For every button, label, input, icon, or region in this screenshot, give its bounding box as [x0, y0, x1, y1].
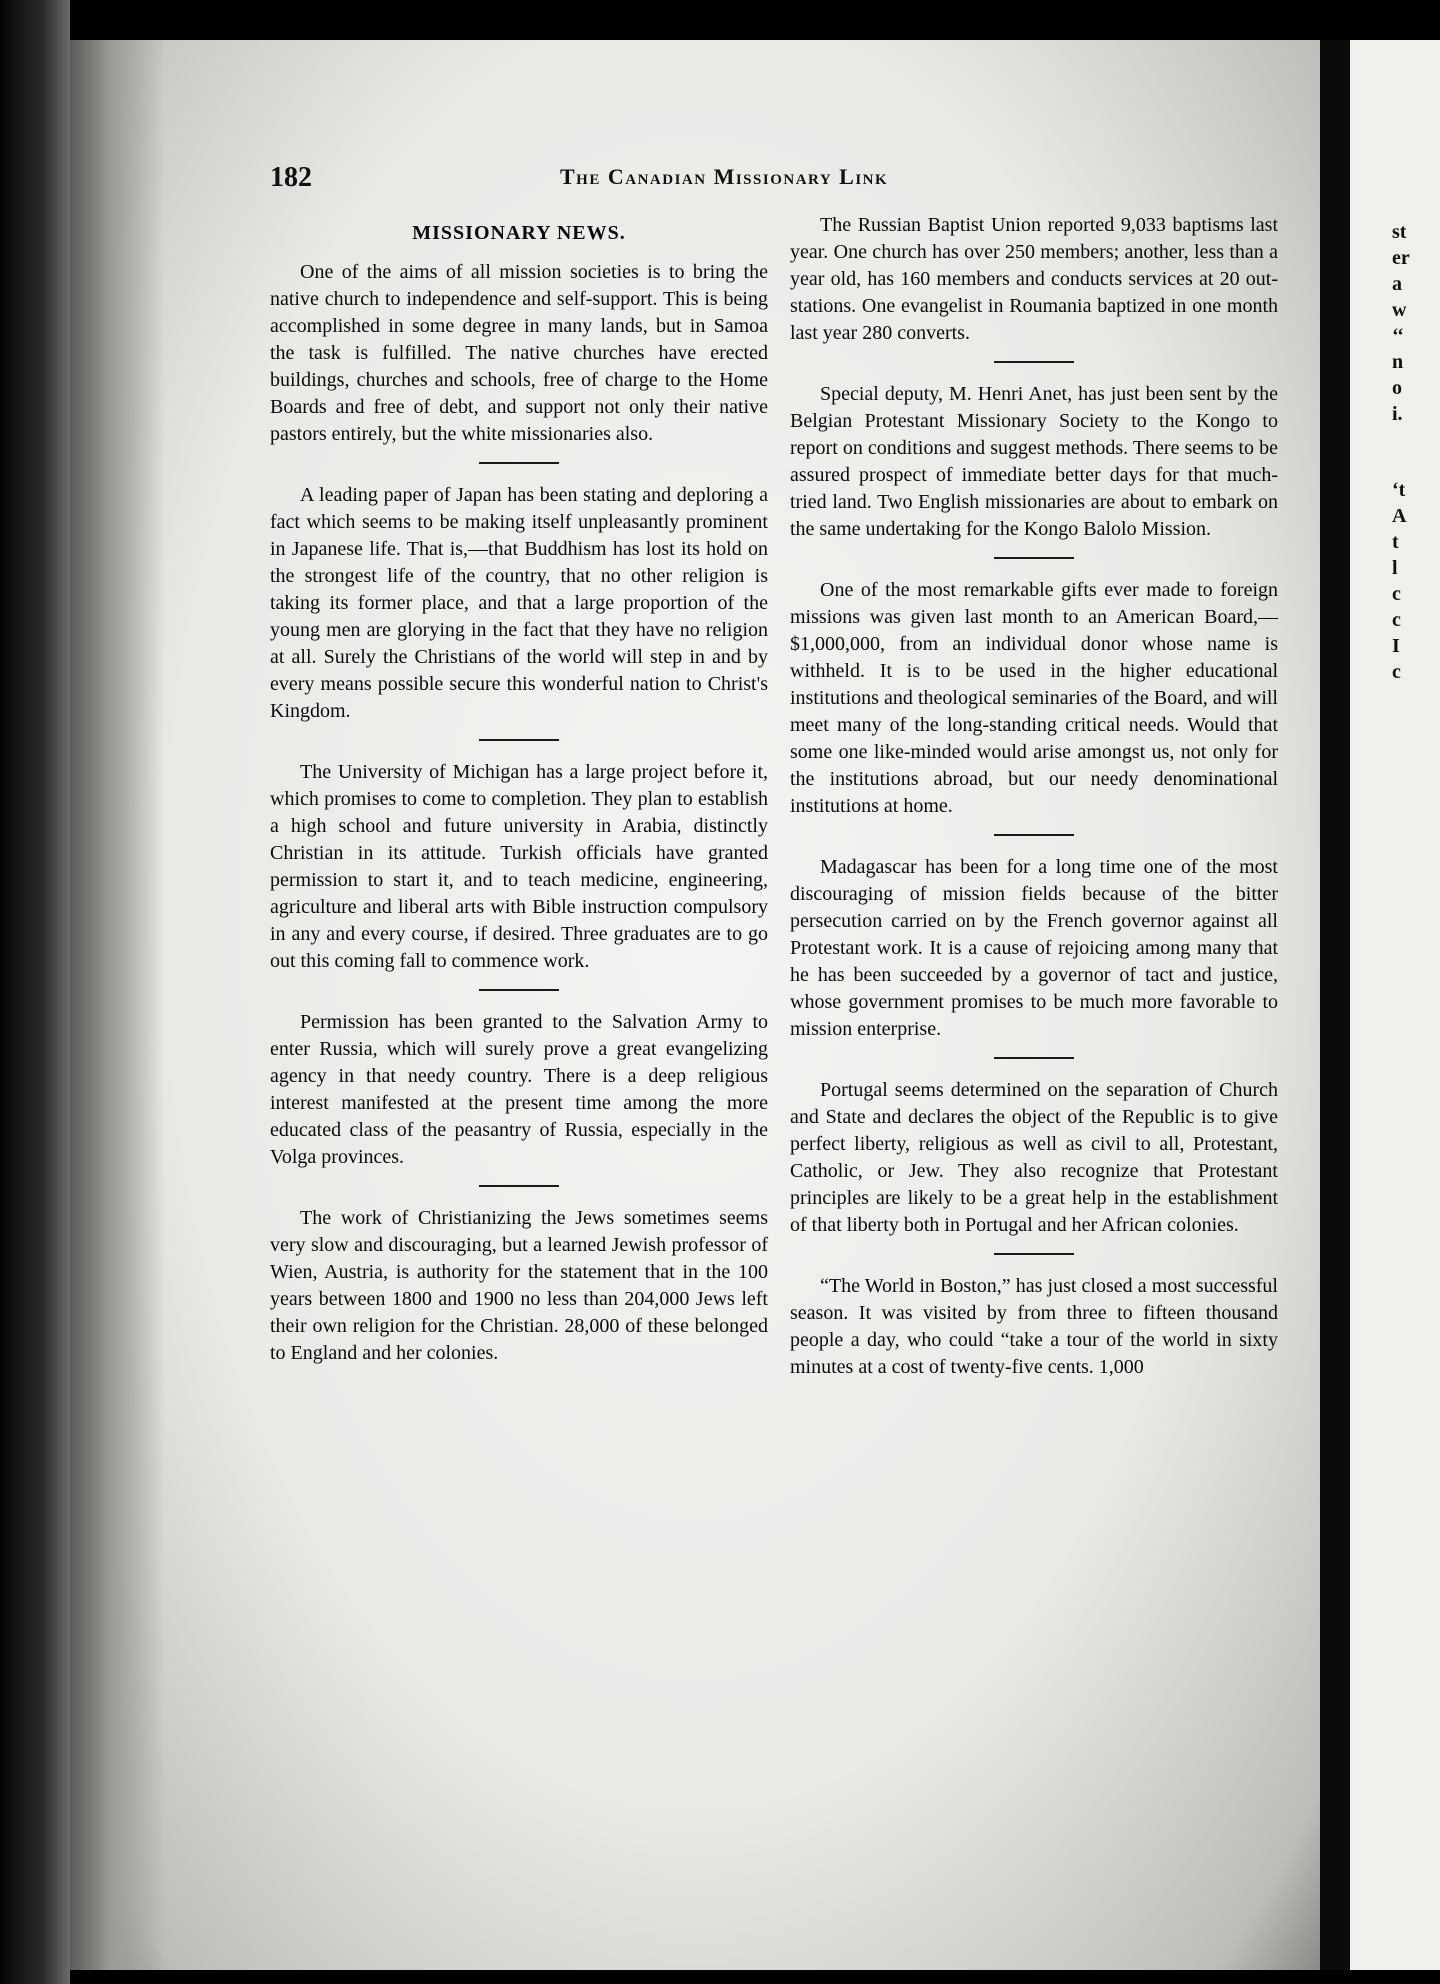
- facing-page-fragment: ‘t: [1392, 479, 1406, 501]
- divider-rule: [479, 739, 559, 741]
- facing-page-fragment: w: [1392, 299, 1407, 321]
- divider-rule: [994, 1057, 1074, 1059]
- facing-page-fragment: er: [1392, 247, 1410, 269]
- divider-rule: [994, 834, 1074, 836]
- facing-page-fragment: i.: [1392, 403, 1403, 425]
- facing-page-fragment: A: [1392, 505, 1407, 527]
- news-item-kongo: Special deputy, M. Henri Anet, has just been sent by the Belgian Protestant Missionary Society to the Kongo to report on conditions and suggest methods. There seems to be assured prospect of immediate better days for that much-tried land. Two English missionaries are about to embark on the same undertaking for the Kongo Balolo Mission.: [790, 383, 1278, 540]
- news-item-portugal: Portugal seems determined on the separation of Church and State and declares the object of the Republic is to give perfect liberty, religious as well as civil to all, Protestant, Catholic, or Jew. They also recognize that Protestant principles are likely to be a great help in the establishment of that liberty both in Portugal and her African colonies.: [790, 1079, 1278, 1236]
- facing-page-fragment: ‘‘: [1392, 325, 1404, 347]
- divider-rule: [994, 557, 1074, 559]
- divider-rule: [479, 462, 559, 464]
- facing-page-fragment: st: [1392, 221, 1407, 243]
- facing-page-fragment: I: [1392, 635, 1400, 657]
- divider-rule: [479, 989, 559, 991]
- divider-rule: [994, 1253, 1074, 1255]
- facing-page-fragment: n: [1392, 351, 1404, 373]
- section-title: MISSIONARY NEWS.: [412, 222, 626, 244]
- news-item-madagascar: Madagascar has been for a long time one of the most discouraging of mission fields because of the bitter persecution carried on by the French governor against all Protestant work. It is a cause of rejoicing among many that he has been succeeded by a governor of tact and justice, whose government promises to be much more favorable to mission enterprise.: [790, 856, 1278, 1040]
- facing-page-edge: [1350, 40, 1440, 1970]
- facing-page-fragment: a: [1392, 273, 1402, 295]
- left-column: [270, 212, 768, 1367]
- divider-rule: [479, 1185, 559, 1187]
- news-item-american-board-gift: One of the most remarkable gifts ever made to foreign missions was given last month to an American Board,—$1,000,000, from an individual donor whose name is withheld. It is to be used in the higher educational institutions and theological seminaries of the Board, and will meet many of the long-standing critical needs. Would that some one like-minded would arise amongst us, not only for the institutions abroad, but our needy denominational institutions at home.: [790, 579, 1278, 817]
- right-column: [790, 212, 1278, 1381]
- page-number: 182: [270, 162, 312, 193]
- news-item-world-in-boston: “The World in Boston,” has just closed a most successful season. It was visited by from three to fifteen thousand people a day, who could “take a tour of the world in sixty minutes at a cost of twenty-five cents. 1,000: [790, 1275, 1278, 1378]
- divider-rule: [994, 361, 1074, 363]
- news-item-michigan: The University of Michigan has a large project before it, which promises to come to completion. They plan to establish a high school and future university in Arabia, distinctly Christian in its attitude. Turkish officials have granted permission to start it, and to teach medicine, engineering, agriculture and liberal arts with Bible instruction compulsory in any and every course, if desired. Three graduates are to go out this coming fall to commence work.: [270, 761, 768, 972]
- facing-page-fragment: c: [1392, 609, 1401, 631]
- facing-page-fragment: c: [1392, 583, 1401, 605]
- facing-page-fragment: t: [1392, 531, 1399, 553]
- news-item-jews: The work of Christianizing the Jews sometimes seems very slow and discouraging, but a learned Jewish professor of Wien, Austria, is authority for the statement that in the 100 years between 1800 and 1900 no less than 204,000 Jews left their own religion for the Christian. 28,000 of these belonged to England and her colonies.: [270, 1207, 768, 1364]
- center-gutter: [1320, 40, 1350, 1970]
- facing-page-fragment: o: [1392, 377, 1402, 399]
- book-spine: [0, 0, 70, 1984]
- news-item-russian-baptist: The Russian Baptist Union reported 9,033 baptisms last year. One church has over 250 members; another, less than a year old, has 160 members and conducts services at 20 out-stations. One evangelist in Roumania baptized in one month last year 280 converts.: [790, 214, 1278, 344]
- facing-page-fragment: c: [1392, 661, 1401, 683]
- news-item-samoa: One of the aims of all mission societies is to bring the native church to independence and self-support. This is being accomplished in some degree in many lands, but in Samoa the task is fulfilled. The native churches have erected buildings, churches and schools, free of charge to the Home Boards and free of debt, and support not only their native pastors entirely, but the white missionaries also.: [270, 261, 768, 445]
- page-gutter-shadow: [70, 40, 165, 1970]
- running-head: [0, 162, 1440, 198]
- news-item-salvation-army: Permission has been granted to the Salvation Army to enter Russia, which will surely prove a great evangelizing agency in that needy country. There is a deep religious interest manifested at the present time among the more educated class of the peasantry of Russia, especially in the Volga provinces.: [270, 1011, 768, 1168]
- journal-title: The Canadian Missionary Link: [560, 164, 889, 189]
- facing-page-fragment: l: [1392, 557, 1398, 579]
- news-item-japan: A leading paper of Japan has been stating and deploring a fact which seems to be making itself unpleasantly prominent in Japanese life. That is,—that Buddhism has lost its hold on the strongest life of the country, that no other religion is taking its former place, and that a large proportion of the young men are glorying in the fact that they have no religion at all. Surely the Christians of the world will step in and by every means possible secure this wonderful nation to Christ's Kingdom.: [270, 484, 768, 722]
